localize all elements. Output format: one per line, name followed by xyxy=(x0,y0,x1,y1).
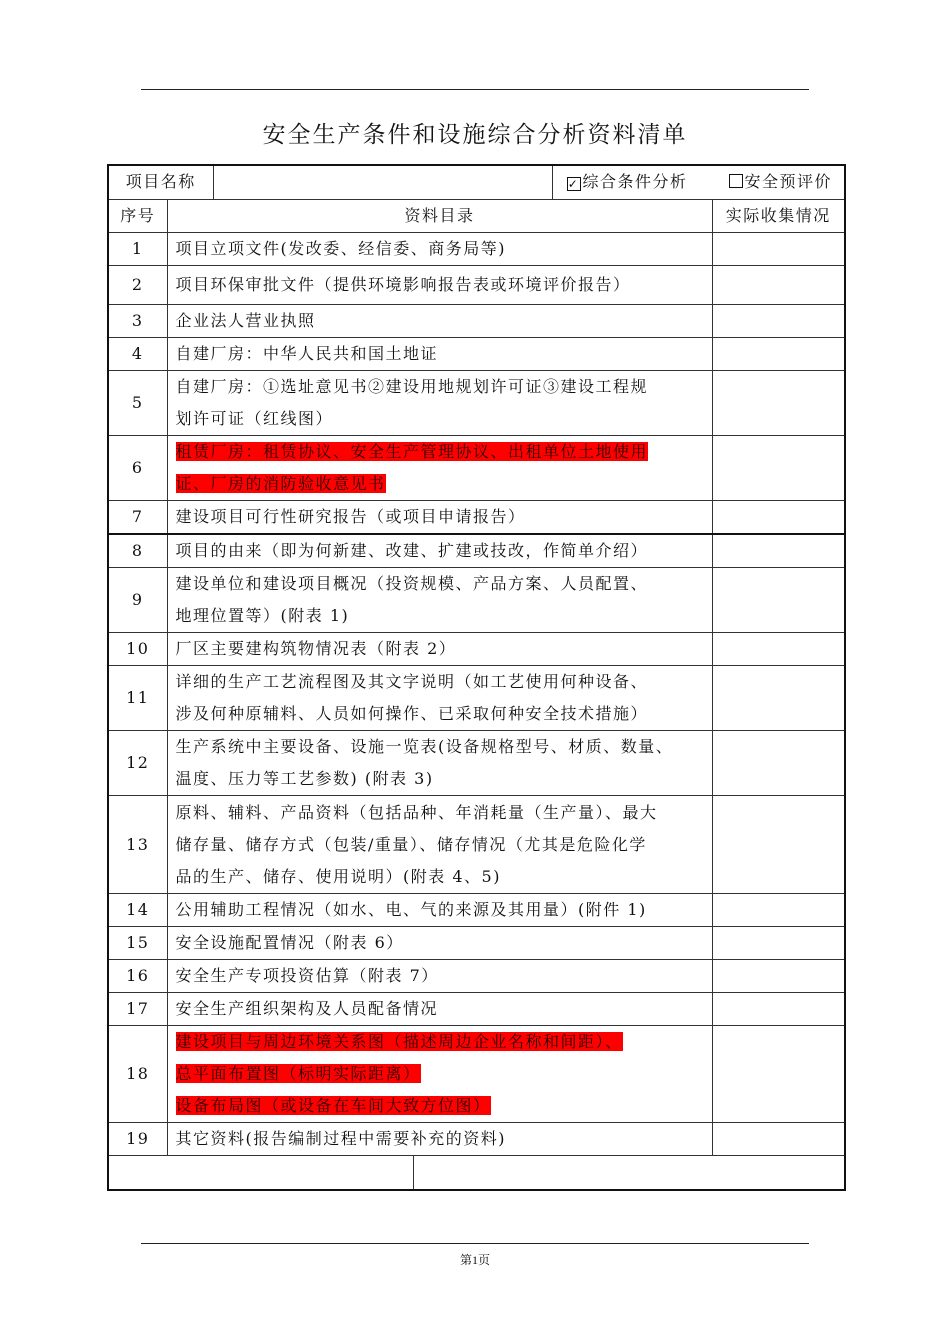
row-item-line xyxy=(176,797,704,829)
header-no: 序号 xyxy=(108,199,167,232)
checklist-table xyxy=(107,164,846,1191)
collection-status-cell[interactable] xyxy=(712,1026,845,1123)
header-row xyxy=(108,199,845,232)
row-item-line xyxy=(176,233,704,265)
row-item xyxy=(167,534,712,568)
row-number: 8 xyxy=(108,534,167,568)
row-item-line xyxy=(176,731,704,763)
row-number: 18 xyxy=(108,1026,167,1123)
item-text: 项目的由来（即为何新建、改建、扩建或技改，作简单介绍） xyxy=(175,540,649,560)
row-item-line xyxy=(176,501,704,533)
row-item xyxy=(167,960,712,993)
table-row xyxy=(108,731,845,796)
item-text: 安全生产组织架构及人员配备情况 xyxy=(175,999,439,1018)
row-item xyxy=(167,337,712,370)
collection-status-cell[interactable] xyxy=(712,232,845,265)
row-item xyxy=(167,666,712,731)
row-item-line xyxy=(176,993,704,1025)
item-text: 温度、压力等工艺参数) (附表 3) xyxy=(175,769,434,788)
row-number: 6 xyxy=(108,435,167,500)
row-item-line xyxy=(176,568,704,600)
row-item-line xyxy=(176,338,704,370)
row-item-line xyxy=(176,698,704,730)
row-item xyxy=(167,731,712,796)
collection-status-cell[interactable] xyxy=(712,370,845,435)
row-item-line xyxy=(176,829,704,861)
collection-status-cell[interactable] xyxy=(712,796,845,894)
row-item xyxy=(167,568,712,633)
row-number: 3 xyxy=(108,304,167,337)
item-text: 其它资料(报告编制过程中需要补充的资料) xyxy=(175,1129,506,1148)
table-row xyxy=(108,304,845,337)
header-catalog: 资料目录 xyxy=(167,199,712,232)
row-item xyxy=(167,796,712,894)
table-row xyxy=(108,633,845,666)
header-status: 实际收集情况 xyxy=(712,199,845,232)
row-item xyxy=(167,265,712,304)
row-item-line xyxy=(176,468,704,500)
empty-row xyxy=(108,1156,845,1190)
collection-status-cell[interactable] xyxy=(712,337,845,370)
collection-status-cell[interactable] xyxy=(712,633,845,666)
item-text: 储存量、储存方式（包装/重量）、储存情况（尤其是危险化学 xyxy=(175,834,647,854)
item-text: 详细的生产工艺流程图及其文字说明（如工艺使用何种设备、 xyxy=(175,672,649,691)
table-row xyxy=(108,960,845,993)
item-text: 公用辅助工程情况（如水、电、气的来源及其用量）(附件 1) xyxy=(175,900,647,919)
table-row xyxy=(108,993,845,1026)
collection-status-cell[interactable] xyxy=(712,265,845,304)
header-rule xyxy=(141,89,809,90)
option-pre-evaluation[interactable] xyxy=(729,166,833,198)
row-item-line xyxy=(176,1090,704,1122)
row-item-line xyxy=(176,633,704,665)
row-number: 13 xyxy=(108,796,167,894)
project-name-field[interactable] xyxy=(213,165,552,199)
row-number: 10 xyxy=(108,633,167,666)
collection-status-cell[interactable] xyxy=(712,534,845,568)
collection-status-cell[interactable] xyxy=(712,435,845,500)
collection-status-cell[interactable] xyxy=(712,993,845,1026)
table-row xyxy=(108,568,845,633)
row-item xyxy=(167,927,712,960)
row-item xyxy=(167,993,712,1026)
table-row xyxy=(108,927,845,960)
row-number: 9 xyxy=(108,568,167,633)
highlighted-text: 设备布局图（或设备在车间大致方位图） xyxy=(175,1096,491,1115)
collection-status-cell[interactable] xyxy=(712,927,845,960)
table-row xyxy=(108,232,845,265)
checkbox-checked-icon[interactable]: ✓ xyxy=(567,177,580,192)
row-number: 7 xyxy=(108,500,167,534)
row-item-line xyxy=(176,436,704,468)
row-item-line xyxy=(176,269,704,301)
item-text: 生产系统中主要设备、设施一览表(设备规格型号、材质、数量、 xyxy=(175,737,674,756)
row-item xyxy=(167,500,712,534)
table-row xyxy=(108,666,845,731)
item-text: 自建厂房：①选址意见书②建设用地规划许可证③建设工程规 xyxy=(175,376,649,396)
row-item xyxy=(167,370,712,435)
highlighted-text: 证、厂房的消防验收意见书 xyxy=(175,473,386,493)
empty-cell-right[interactable] xyxy=(413,1156,845,1190)
item-text: 划许可证（红线图） xyxy=(175,408,334,428)
item-text: 地理位置等）(附表 1) xyxy=(175,606,350,625)
row-item-line xyxy=(176,1026,704,1058)
collection-status-cell[interactable] xyxy=(712,731,845,796)
item-text: 安全生产专项投资估算（附表 7） xyxy=(175,966,439,985)
row-item xyxy=(167,435,712,500)
page-number: 第1页 xyxy=(459,1253,490,1267)
row-item-line xyxy=(176,371,704,403)
collection-status-cell[interactable] xyxy=(712,666,845,731)
row-item xyxy=(167,1123,712,1156)
row-item-line xyxy=(176,403,704,435)
project-name-label: 项目名称 xyxy=(108,165,213,199)
row-number: 16 xyxy=(108,960,167,993)
row-number: 11 xyxy=(108,666,167,731)
item-text: 原料、辅料、产品资料（包括品种、年消耗量（生产量）、最大 xyxy=(175,802,658,822)
row-number: 2 xyxy=(108,265,167,304)
option-pre-evaluation-label: 安全预评价 xyxy=(744,172,833,192)
item-text: 品的生产、储存、使用说明）(附表 4、5) xyxy=(175,866,501,886)
row-item xyxy=(167,633,712,666)
collection-status-cell[interactable] xyxy=(712,500,845,534)
item-text: 项目环保审批文件（提供环境影响报告表或环境评价报告） xyxy=(175,274,631,294)
table-row xyxy=(108,796,845,894)
row-item xyxy=(167,232,712,265)
row-number: 15 xyxy=(108,927,167,960)
row-item-line xyxy=(176,763,704,795)
item-text: 自建厂房：中华人民共和国土地证 xyxy=(175,343,439,363)
project-row xyxy=(108,165,845,199)
highlighted-text: 总平面布置图（标明实际距离） xyxy=(175,1064,421,1083)
row-item-line xyxy=(176,894,704,926)
row-number: 12 xyxy=(108,731,167,796)
table-row xyxy=(108,894,845,927)
footer-rule xyxy=(141,1243,809,1244)
row-number: 14 xyxy=(108,894,167,927)
row-number: 5 xyxy=(108,370,167,435)
row-item-line xyxy=(176,305,704,337)
item-text: 企业法人营业执照 xyxy=(175,310,316,330)
row-item-line xyxy=(176,1123,704,1155)
row-item-line xyxy=(176,535,704,567)
row-item-line xyxy=(176,600,704,632)
row-number: 4 xyxy=(108,337,167,370)
row-item-line xyxy=(176,666,704,698)
table-row xyxy=(108,1123,845,1156)
highlighted-text: 建设项目与周边环境关系图（描述周边企业名称和间距）、 xyxy=(175,1032,623,1051)
highlighted-text: 租赁厂房：租赁协议、安全生产管理协议、出租单位土地使用 xyxy=(175,441,649,461)
table-row xyxy=(108,370,845,435)
row-number: 17 xyxy=(108,993,167,1026)
row-item-line xyxy=(176,927,704,959)
assessment-type-cell xyxy=(552,165,845,199)
collection-status-cell[interactable] xyxy=(712,304,845,337)
row-item-line xyxy=(176,861,704,893)
empty-cell-left[interactable] xyxy=(108,1156,413,1190)
item-text: 涉及何种原辅料、人员如何操作、已采取何种安全技术措施） xyxy=(175,704,649,723)
item-text: 项目立项文件(发改委、经信委、商务局等) xyxy=(175,238,506,258)
table-row xyxy=(108,534,845,568)
row-item xyxy=(167,1026,712,1123)
row-number: 1 xyxy=(108,232,167,265)
row-item-line xyxy=(176,1058,704,1090)
option-comprehensive-label: 综合条件分析 xyxy=(582,172,688,192)
option-comprehensive[interactable] xyxy=(567,166,688,198)
table-row xyxy=(108,265,845,304)
row-number: 19 xyxy=(108,1123,167,1156)
row-item xyxy=(167,894,712,927)
item-text: 建设单位和建设项目概况（投资规模、产品方案、人员配置、 xyxy=(175,574,649,593)
collection-status-cell[interactable] xyxy=(712,568,845,633)
collection-status-cell[interactable] xyxy=(712,1123,845,1156)
item-text: 建设项目可行性研究报告（或项目申请报告） xyxy=(175,506,526,526)
table-row xyxy=(108,500,845,534)
table-row xyxy=(108,1026,845,1123)
collection-status-cell[interactable] xyxy=(712,960,845,993)
table-row xyxy=(108,435,845,500)
row-item xyxy=(167,304,712,337)
item-text: 厂区主要建构筑物情况表（附表 2） xyxy=(175,639,457,658)
collection-status-cell[interactable] xyxy=(712,894,845,927)
page-title: 安全生产条件和设施综合分析资料清单 xyxy=(262,122,688,148)
item-text: 安全设施配置情况（附表 6） xyxy=(175,933,404,952)
row-item-line xyxy=(176,960,704,992)
checkbox-empty-icon[interactable] xyxy=(729,174,743,188)
table-row xyxy=(108,337,845,370)
